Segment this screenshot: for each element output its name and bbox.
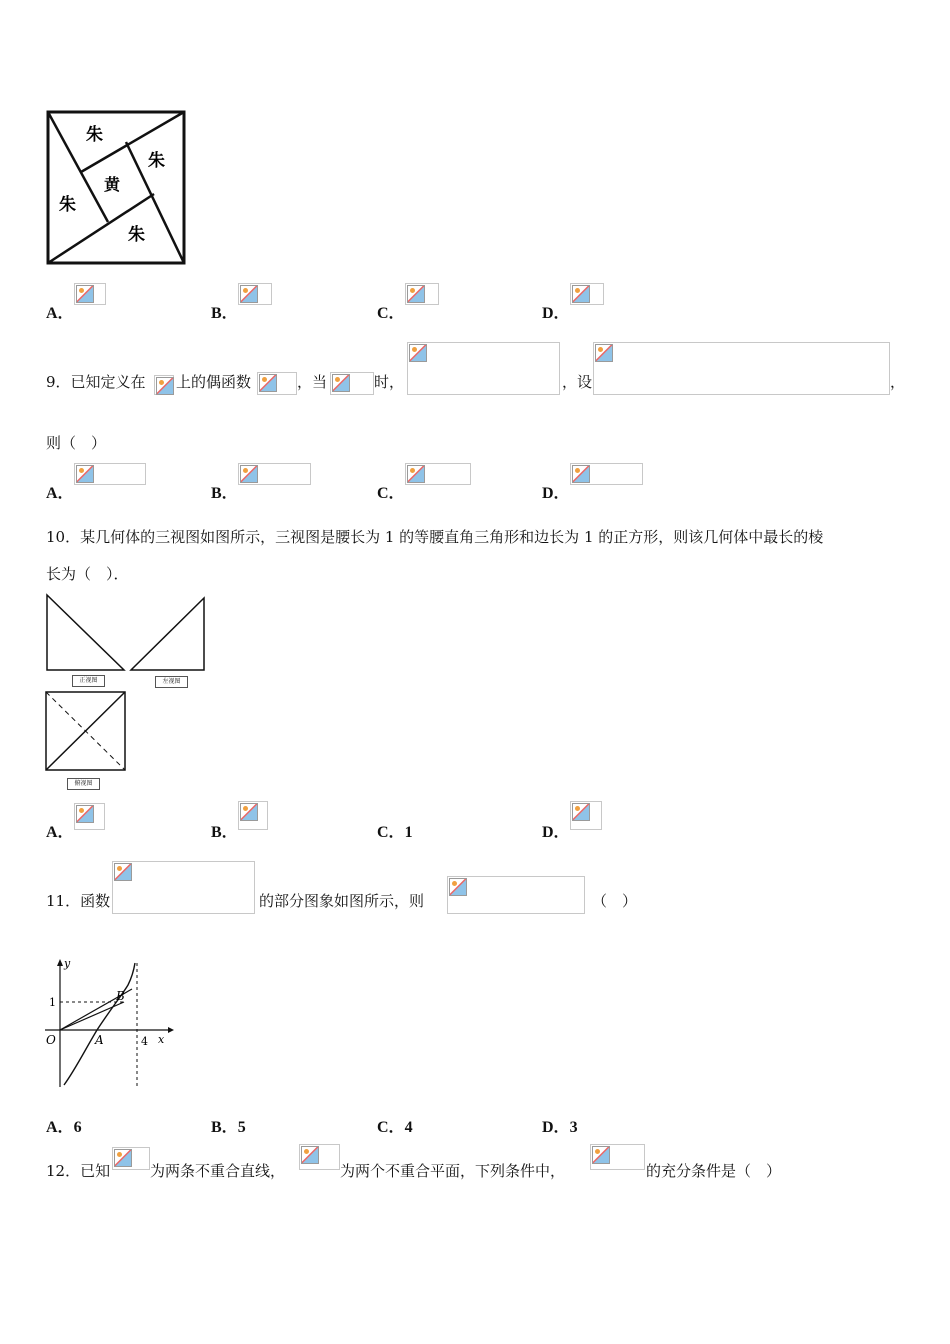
q9-text-5: ， <box>890 373 906 391</box>
q8-option-d-label: D． <box>542 305 570 322</box>
broken-image-icon <box>332 374 350 392</box>
q11-suffix: （ ） <box>592 892 638 910</box>
q11-option-a-letter: A． <box>46 1119 74 1136</box>
q10-option-d-label: D． <box>542 824 570 841</box>
q11-function-image <box>112 861 255 914</box>
broken-image-icon <box>592 1146 610 1164</box>
q12-condition-image <box>590 1144 645 1170</box>
q11-graph-point-b: B <box>116 989 125 1003</box>
tangram-figure <box>46 110 186 265</box>
q11-prefix: 11．函数 <box>46 892 111 910</box>
front-view-caption: 正视图 <box>72 675 105 687</box>
q11-option-a <box>46 1114 82 1137</box>
broken-image-icon <box>240 285 258 303</box>
q8-option-d-image <box>570 283 604 305</box>
q9-function-image <box>257 372 297 395</box>
broken-image-icon <box>572 285 590 303</box>
q12-prefix: 12．已知 <box>46 1162 111 1180</box>
q10-option-c-value: 1 <box>404 824 413 841</box>
broken-image-icon <box>449 878 467 896</box>
q11-graph-x-axis-label: x <box>158 1033 165 1046</box>
broken-image-icon <box>572 803 590 821</box>
broken-image-icon <box>409 344 427 362</box>
q9-condition-image <box>330 372 374 395</box>
q9-text-1: 上的偶函数 <box>176 373 252 391</box>
broken-image-icon <box>114 1149 132 1167</box>
q10-question-line-1: 10．某几何体的三视图如图所示，三视图是腰长为 1 的等腰直角三角形和边长为 1 的正方形，则该几何体中最长的棱 <box>46 528 824 546</box>
q11-option-d <box>542 1114 578 1137</box>
broken-image-icon <box>407 285 425 303</box>
broken-image-icon <box>572 465 590 483</box>
broken-image-icon <box>595 344 613 362</box>
q9-prefix: 9．已知定义在 <box>46 373 146 391</box>
q9-domain-image <box>154 375 174 395</box>
q8-option-a-image <box>74 283 106 305</box>
q11-option-d-value: 3 <box>569 1119 578 1136</box>
q11-mid-text: 的部分图象如图所示，则 <box>259 892 425 910</box>
broken-image-icon <box>240 465 258 483</box>
q9-formula-image <box>407 342 560 395</box>
q12-text-2: 为两个不重合平面，下列条件中， <box>340 1162 566 1180</box>
q9-question-line: 则（ ） <box>46 434 107 452</box>
q11-expression-image <box>447 876 585 914</box>
q12-lines-image <box>112 1147 150 1170</box>
q11-graph-point-a: A <box>95 1033 104 1047</box>
tangram-svg <box>46 110 186 265</box>
broken-image-icon <box>240 803 258 821</box>
q9-option-a-image <box>74 463 146 485</box>
broken-image-icon <box>301 1146 319 1164</box>
tangram-cell-top: 朱 <box>86 125 103 145</box>
q8-option-c-label: C． <box>377 305 405 322</box>
q10-option-a-label: A． <box>46 824 74 841</box>
q9-option-b-image <box>238 463 311 485</box>
q10-option-a-image <box>74 803 105 830</box>
three-views-svg <box>44 592 209 792</box>
broken-image-icon <box>156 377 174 395</box>
broken-image-icon <box>407 465 425 483</box>
q11-option-c <box>377 1114 413 1137</box>
tangram-cell-left: 朱 <box>59 195 76 215</box>
q11-option-b <box>211 1114 246 1137</box>
q8-option-b-image <box>238 283 272 305</box>
q11-option-b-value: 5 <box>237 1119 246 1136</box>
q8-option-c-image <box>405 283 439 305</box>
side-view-caption: 左视图 <box>155 676 188 688</box>
q9-option-c-image <box>405 463 471 485</box>
broken-image-icon <box>76 805 94 823</box>
q11-option-a-value: 6 <box>73 1119 82 1136</box>
broken-image-icon <box>76 285 94 303</box>
broken-image-icon <box>114 863 132 881</box>
q10-option-c-letter: C． <box>377 824 405 841</box>
q11-graph <box>40 955 180 1090</box>
q9-definition-image <box>593 342 890 395</box>
three-views-figure <box>44 592 209 792</box>
q10-question-line-2: 长为（ ）． <box>46 565 129 583</box>
q9-option-d-image <box>570 463 643 485</box>
tangram-cell-right: 朱 <box>148 151 165 171</box>
broken-image-icon <box>76 465 94 483</box>
q11-graph-svg <box>40 955 180 1090</box>
q12-planes-image <box>299 1144 340 1170</box>
q8-option-b-label: B． <box>211 305 238 322</box>
q9-option-b-label: B． <box>211 485 238 502</box>
broken-image-icon <box>259 374 277 392</box>
q9-option-a-label: A． <box>46 485 74 502</box>
q10-option-c-label <box>377 819 413 842</box>
q9-text-3: 时， <box>374 373 405 391</box>
q12-text-1: 为两条不重合直线， <box>150 1162 286 1180</box>
q11-graph-tick-y: 1 <box>49 996 56 1009</box>
q12-text-3: 的充分条件是（ ） <box>646 1162 782 1180</box>
top-view-caption: 俯视图 <box>67 778 100 790</box>
q9-option-d-label: D． <box>542 485 570 502</box>
q11-graph-tick-x: 4 <box>141 1035 148 1048</box>
q11-graph-origin-label: O <box>46 1033 56 1047</box>
q10-option-d-image <box>570 801 602 830</box>
q10-option-b-label: B． <box>211 824 238 841</box>
q11-option-c-letter: C． <box>377 1119 405 1136</box>
q9-text-4: ，设 <box>562 373 593 391</box>
tangram-cell-center: 黄 <box>104 175 121 194</box>
q11-option-d-letter: D． <box>542 1119 570 1136</box>
q8-option-a-label: A． <box>46 305 74 322</box>
q9-option-c-label: C． <box>377 485 405 502</box>
tangram-cell-bottom: 朱 <box>128 225 145 245</box>
q10-option-b-image <box>238 801 268 830</box>
q9-text-2: ，当 <box>297 373 328 391</box>
q11-option-b-letter: B． <box>211 1119 238 1136</box>
q11-graph-y-axis-label: y <box>64 957 71 970</box>
q11-option-c-value: 4 <box>404 1119 413 1136</box>
